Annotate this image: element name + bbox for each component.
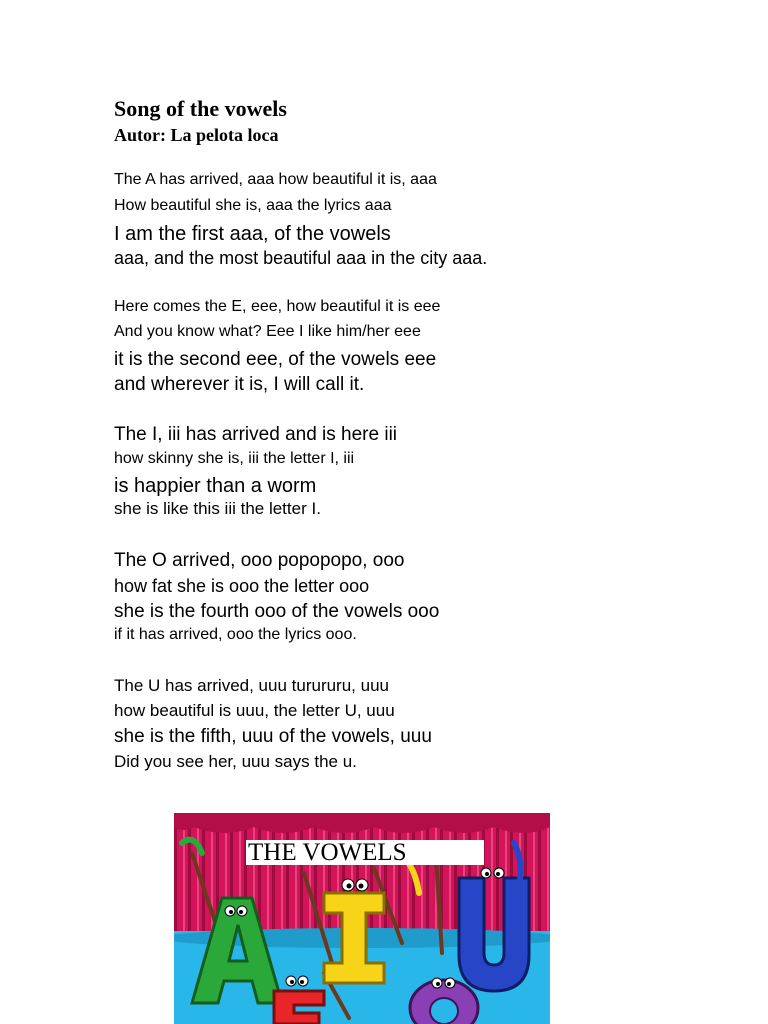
lyric-line: aaa, and the most beautiful aaa in the city aaa. [114, 248, 488, 268]
lyric-line: if it has arrived, ooo the lyrics ooo. [114, 626, 357, 643]
lyric-line: The A has arrived, aaa how beautiful it is, aaa [114, 171, 437, 188]
song-title: Song of the vowels [114, 96, 287, 121]
lyric-line: how beautiful is uuu, the letter U, uuu [114, 701, 395, 720]
vowels-illustration [174, 813, 550, 1024]
lyric-line: how skinny she is, iii the letter I, iii [114, 450, 355, 467]
lyric-line: The I, iii has arrived and is here iii [114, 424, 398, 445]
lyric-line: I am the first aaa, of the vowels [114, 223, 391, 245]
lyric-line: Here comes the E, eee, how beautiful it is eee [114, 298, 441, 315]
song-author: Autor: La pelota loca [114, 125, 279, 145]
lyric-line: How beautiful she is, aaa the lyrics aaa [114, 197, 392, 214]
lyric-line: And you know what? Eee I like him/her eee [114, 323, 421, 340]
lyric-line: how fat she is ooo the letter ooo [114, 576, 370, 596]
lyric-line: Did you see her, uuu says the u. [114, 752, 357, 771]
lyric-line: she is like this iii the letter I. [114, 499, 321, 518]
illustration-caption: THE VOWELS [246, 840, 484, 865]
lyric-line: it is the second eee, of the vowels eee [114, 349, 437, 370]
lyric-line: she is the fifth, uuu of the vowels, uuu [114, 726, 432, 747]
lyric-line: The O arrived, ooo popopopo, ooo [114, 550, 405, 571]
lyric-line: The U has arrived, uuu turururu, uuu [114, 676, 389, 695]
lyric-line: is happier than a worm [114, 475, 317, 497]
lyric-line: she is the fourth ooo of the vowels ooo [114, 601, 440, 622]
lyric-line: and wherever it is, I will call it. [114, 374, 365, 395]
